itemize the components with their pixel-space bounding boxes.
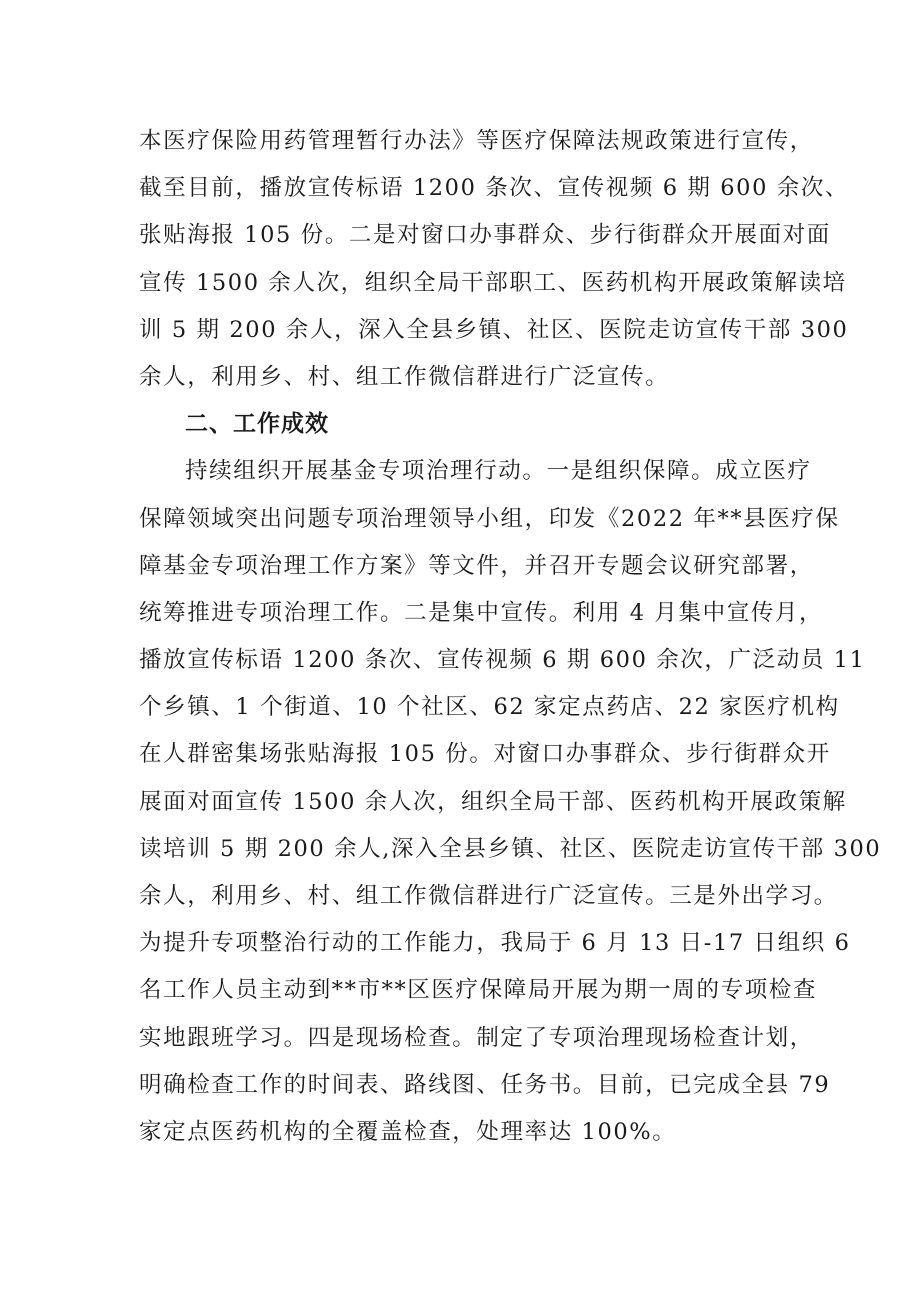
paragraph-2-line: 为提升专项整治行动的工作能力，我局于 6 月 13 日-17 日组织 6	[139, 930, 851, 957]
paragraph-2-line: 读培训 5 期 200 余人,深入全县乡镇、社区、医院走访宣传干部 300	[139, 835, 882, 862]
paragraph-1-line: 宣传 1500 余人次，组织全局干部职工、医药机构开展政策解读培	[139, 269, 847, 296]
paragraph-2-line: 保障领域突出问题专项治理领导小组，印发《2022 年**县医疗保	[139, 505, 840, 532]
paragraph-2-line: 个乡镇、1 个街道、10 个社区、62 家定点药店、22 家医疗机构	[139, 694, 840, 721]
paragraph-1-line: 张贴海报 105 份。二是对窗口办事群众、步行街群众开展面对面	[139, 222, 831, 249]
paragraph-2-line: 明确检查工作的时间表、路线图、任务书。目前，已完成全县 79	[139, 1071, 831, 1098]
paragraph-2-line: 名工作人员主动到**市**区医疗保障局开展为期一周的专项检查	[139, 977, 818, 1004]
section-heading: 二、工作成效	[185, 411, 329, 438]
paragraph-1-line: 本医疗保险用药管理暂行办法》等医疗保障法规政策进行宣传，	[139, 128, 814, 154]
paragraph-1-line: 余人，利用乡、村、组工作微信群进行广泛宣传。	[139, 363, 670, 390]
paragraph-2-line: 播放宣传标语 1200 条次、宣传视频 6 期 600 余次，广泛动员 11	[139, 647, 866, 674]
paragraph-2-line: 家定点医药机构的全覆盖检查，处理率达 100%。	[139, 1118, 677, 1145]
paragraph-2-line: 余人，利用乡、村、组工作微信群进行广泛宣传。三是外出学习。	[139, 883, 838, 909]
paragraph-1-line: 训 5 期 200 余人，深入全县乡镇、社区、医院走访宣传干部 300	[139, 316, 849, 343]
paragraph-2-line: 展面对面宣传 1500 余人次，组织全局干部、医药机构开展政策解	[139, 788, 847, 815]
document-body	[139, 118, 882, 1156]
paragraph-2-line: 障基金专项治理工作方案》等文件，并召开专题会议研究部署，	[139, 552, 814, 579]
paragraph-2-line: 统筹推进专项治理工作。二是集中宣传。利用 4 月集中宣传月，	[139, 599, 824, 626]
paragraph-2-line: 实地跟班学习。四是现场检查。制定了专项治理现场检查计划，	[139, 1024, 814, 1051]
paragraph-1-line: 截至目前，播放宣传标语 1200 条次、宣传视频 6 期 600 余次、	[139, 175, 850, 202]
paragraph-2-line: 持续组织开展基金专项治理行动。一是组织保障。成立医疗	[185, 458, 812, 485]
paragraph-2-line: 在人群密集场张贴海报 105 份。对窗口办事群众、步行街群众开	[139, 741, 831, 768]
